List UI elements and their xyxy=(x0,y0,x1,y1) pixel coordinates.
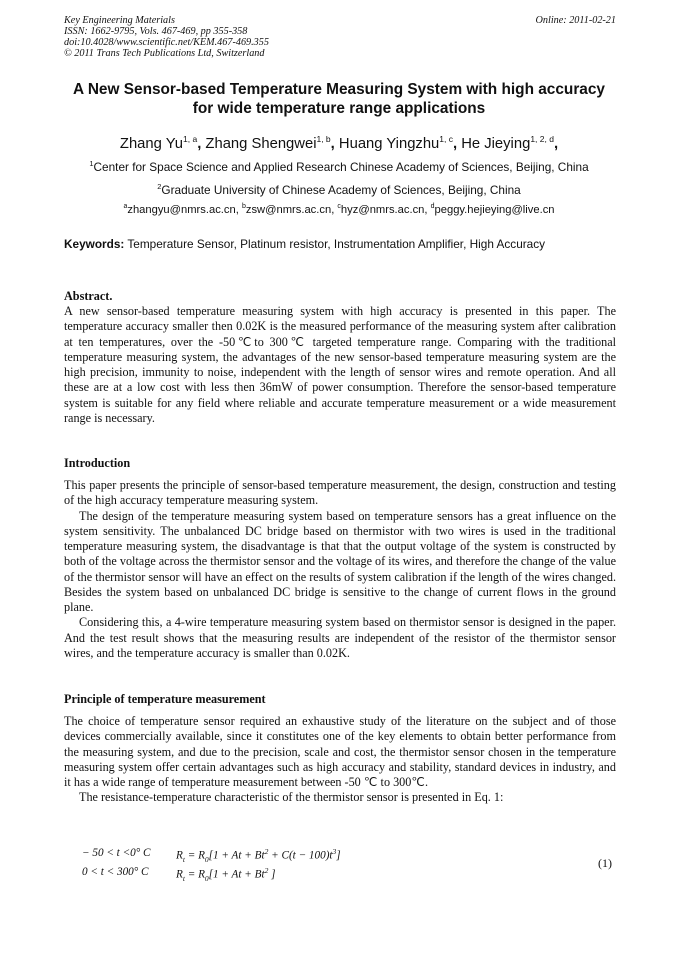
author-sup: 1, b xyxy=(316,134,331,144)
keywords xyxy=(64,237,624,251)
copyright-line: © 2011 Trans Tech Publications Ltd, Switzerland xyxy=(64,48,265,59)
author-sup: 1, a xyxy=(183,134,198,144)
journal-header xyxy=(64,15,616,59)
author-list xyxy=(20,129,658,154)
equation-number: (1) xyxy=(598,856,612,870)
affiliation-sup: 1 xyxy=(89,159,94,168)
author-name: He Jieying xyxy=(461,136,531,152)
affiliation-2 xyxy=(20,180,658,197)
email-sup: b xyxy=(241,203,246,210)
doi-line: doi:10.4028/www.scientific.net/KEM.467-469.355 xyxy=(64,37,269,48)
email-address[interactable]: hyz@nmrs.ac.cn, xyxy=(340,204,431,216)
affiliation-text: Graduate University of Chinese Academy of Sciences, Beijing, China xyxy=(161,183,521,197)
author-separator: , xyxy=(330,136,339,152)
paper-title xyxy=(40,80,638,118)
keywords-label: Keywords: xyxy=(64,237,125,251)
email-address[interactable]: zsw@nmrs.ac.cn, xyxy=(245,204,338,216)
introduction-paragraph-3: Considering this, a 4-wire temperature measuring system based on thermistor sensor is designed in the paper. And the test result shows that the measuring results are independent of the resistor of the thermistor sensor wires, and the temperature accuracy is smaller than 0.02K. xyxy=(64,615,616,660)
author-name: Huang Yingzhu xyxy=(338,136,440,152)
principle-paragraph-1: The choice of temperature sensor required an exhaustive study of the literature on the subject and of those devices commercially available, since it constitutes one of the key elements to obtain better performance from the measuring system, and due to the precision, scale and cost, the thermistor sensor chosen in the temperature measuring system offer certain advantages such as high accuracy and stability, standard devices in industry, and it has a wide range of temperature measurement between -50 ℃ to 300℃. xyxy=(64,714,616,789)
email-sup: d xyxy=(430,203,435,210)
author-sup: 1, c xyxy=(439,134,453,144)
author-separator: , xyxy=(452,136,462,152)
issn-line: ISSN: 1662-9795, Vols. 467-469, pp 355-358 xyxy=(64,26,248,37)
title-line-2: for wide temperature range applications xyxy=(192,100,486,117)
email-sup: c xyxy=(337,203,341,210)
keywords-text: Temperature Sensor, Platinum resistor, Instrumentation Amplifier, High Accuracy xyxy=(124,237,546,251)
equation-condition-1: − 50 < t <0° C xyxy=(82,847,151,859)
journal-name: Key Engineering Materials xyxy=(64,15,175,26)
introduction-paragraph-2: The design of the temperature measuring system based on temperature sensors has a great influence on the system sensitivity. The unbalanced DC bridge based on thermistor with two wires is used in the traditional temperature measuring system, the disadvantage is that that the output voltage of the system is constructed by both of the voltage across the thermistor sensor and the voltage of its wires, and therefore the change of the value of the thermistor sensor will have an effect on the results of system calibration if the length of the wires changed. Besides the system based on unbalanced DC bridge is sensitive to the change of current flows in the ground plane. xyxy=(64,508,616,614)
email-address[interactable]: peggy.hejieying@live.cn xyxy=(434,204,555,216)
principle-paragraph-2: The resistance-temperature characteristic of the thermistor sensor is presented in Eq. 1: xyxy=(79,790,504,805)
affiliation-sup: 2 xyxy=(157,182,162,191)
principle-section xyxy=(64,692,616,806)
equation-condition-2: 0 < t < 300° C xyxy=(82,866,149,878)
author-separator: , xyxy=(553,136,559,152)
equation-1 xyxy=(64,843,616,885)
author-name: Zhang Yu xyxy=(119,136,183,152)
principle-heading: Principle of temperature measurement xyxy=(64,692,266,706)
title-line-1: A New Sensor-based Temperature Measuring System with high accuracy xyxy=(73,81,605,98)
author-separator: , xyxy=(197,136,206,152)
abstract-body: A new sensor-based temperature measuring system with high accuracy is presented in this paper. The temperature accuracy smaller then 0.02K is the measured performance of the measuring system after calibration at ten temperatures, over the -50℃to 300℃ targeted temperature range. Comparing with the traditional temperature measuring system, the advantages of the new sensor-based temperature measuring system are the high precision, immunity to noise, independent with the length of sensor wires and remote operation. And all these are at a low cost with less then 36mW of power consumption. Therefore the sensor-based temperature system is suitable for any field where reliable and accurate temperature measurement or a wide measurement range is necessary. xyxy=(64,304,616,425)
email-sup: a xyxy=(123,203,128,210)
introduction-paragraph-1: This paper presents the principle of sensor-based temperature measurement, the design, construction and testing of the high accuracy temperature measuring system. xyxy=(64,478,616,508)
affiliation-text: Center for Space Science and Applied Research Chinese Academy of Sciences, Beijing, China xyxy=(93,160,589,174)
affiliation-1 xyxy=(20,157,658,174)
author-sup: 1, 2, d xyxy=(530,134,554,144)
email-list xyxy=(20,200,658,217)
author-name: Zhang Shengwei xyxy=(205,136,317,152)
equation-formula-1: $R_t = R_0[1 + At + Bt^2 + C(t - 100)t^3]$ xyxy=(176,847,341,864)
introduction-section xyxy=(64,456,616,661)
email-address[interactable]: zhangyu@nmrs.ac.cn, xyxy=(127,204,242,216)
abstract-heading: Abstract. xyxy=(64,289,113,303)
introduction-heading: Introduction xyxy=(64,456,131,470)
abstract-section xyxy=(64,289,616,426)
equation-formula-2: $R_t = R_0[1 + At + Bt^2$ ] xyxy=(176,866,276,883)
online-date: Online: 2011-02-21 xyxy=(535,15,616,26)
